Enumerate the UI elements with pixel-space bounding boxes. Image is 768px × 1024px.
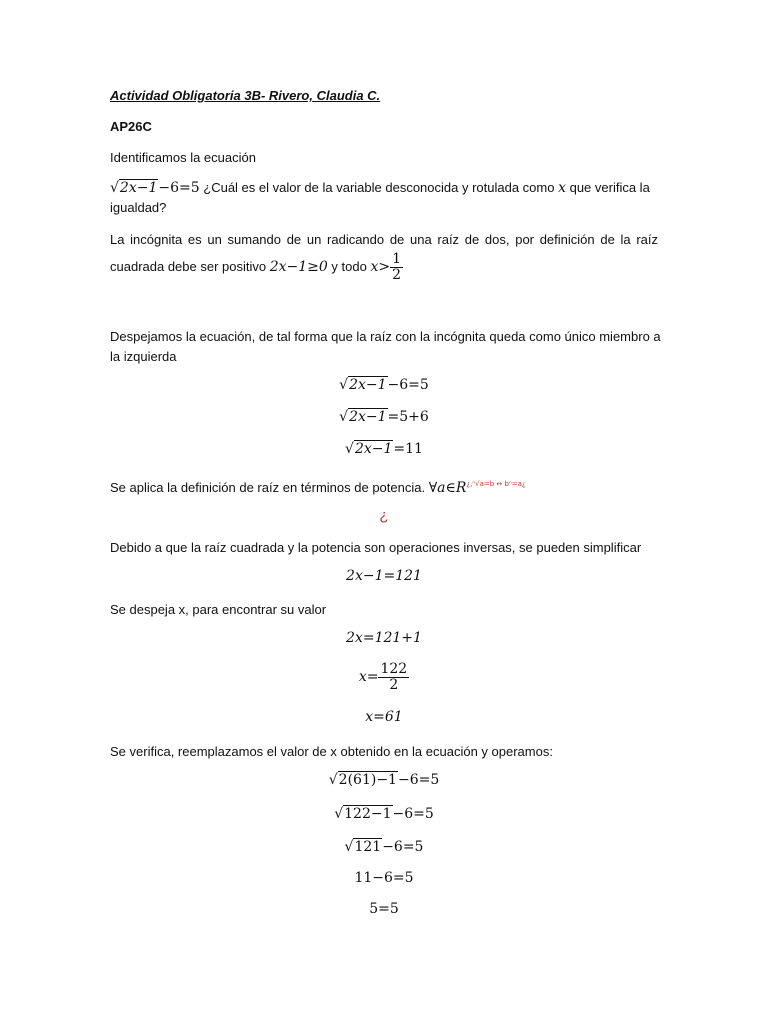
paragraph-power-definition: Se aplica la definición de raíz en términos de potencia. $\forall a\in R^{¿,^n√a=b \leftrightarrow b^n=a¿}$ (110, 480, 526, 496)
equation-6: x= $\frac{122}{2}$ (358, 661, 408, 693)
paragraph-verify: Se verifica, reemplazamos el valor de x obtenido en la ecuación y operamos: (110, 744, 553, 759)
paragraph-identify: Identificamos la ecuación (110, 150, 256, 165)
paragraph-solve-x: Se despeja x, para encontrar su valor (110, 602, 327, 617)
stray-character: ¿ (379, 507, 389, 524)
radical-expression: √2x−1 (110, 180, 158, 196)
activity-code: AP26C (110, 119, 152, 134)
paragraph-isolate-line1: Despejamos la ecuación, de tal forma que la raíz con la incógnita queda como único miembro a (110, 329, 661, 344)
equation-11: 11−6=5 (354, 870, 414, 886)
document-title: Actividad Obligatoria 3B- Rivero, Claudia C. (110, 88, 381, 103)
paragraph-isolate-line2: la izquierda (110, 349, 177, 364)
paragraph-simplify: Debido a que la raíz cuadrada y la potencia son operaciones inversas, se pueden simplificar (110, 540, 642, 555)
equation-1: √2x−1−6=5 (339, 377, 429, 393)
equation-3: √2x−1=11 (345, 441, 423, 457)
paragraph-question-line2: igualdad? (110, 200, 167, 215)
equation-7: x=61 (365, 709, 403, 725)
equation-10: √121−6=5 (344, 839, 424, 855)
paragraph-question: √2x−1−6=5 ¿Cuál es el valor de la variable desconocida y rotulada como x que verifica la (110, 180, 650, 196)
fraction-one-half: $\frac{1}{2}$ (392, 251, 401, 283)
equation-4: 2x−1=121 (346, 568, 422, 584)
paragraph-domain-line2: cuadrada debe ser positivo 2x−1≥0 y todo x> $\frac{1}{2}$ (110, 251, 401, 283)
equation-8: √2(61)−1−6=5 (328, 772, 440, 788)
equation-2: √2x−1=5+6 (339, 409, 429, 425)
equation-5: 2x=121+1 (346, 630, 422, 646)
equation-12: 5=5 (369, 901, 399, 917)
paragraph-domain-line1: La incógnita es un sumando de un radicando de una raíz de dos, por definición de la raíz (110, 232, 658, 247)
equation-9: √122−1−6=5 (334, 806, 434, 822)
